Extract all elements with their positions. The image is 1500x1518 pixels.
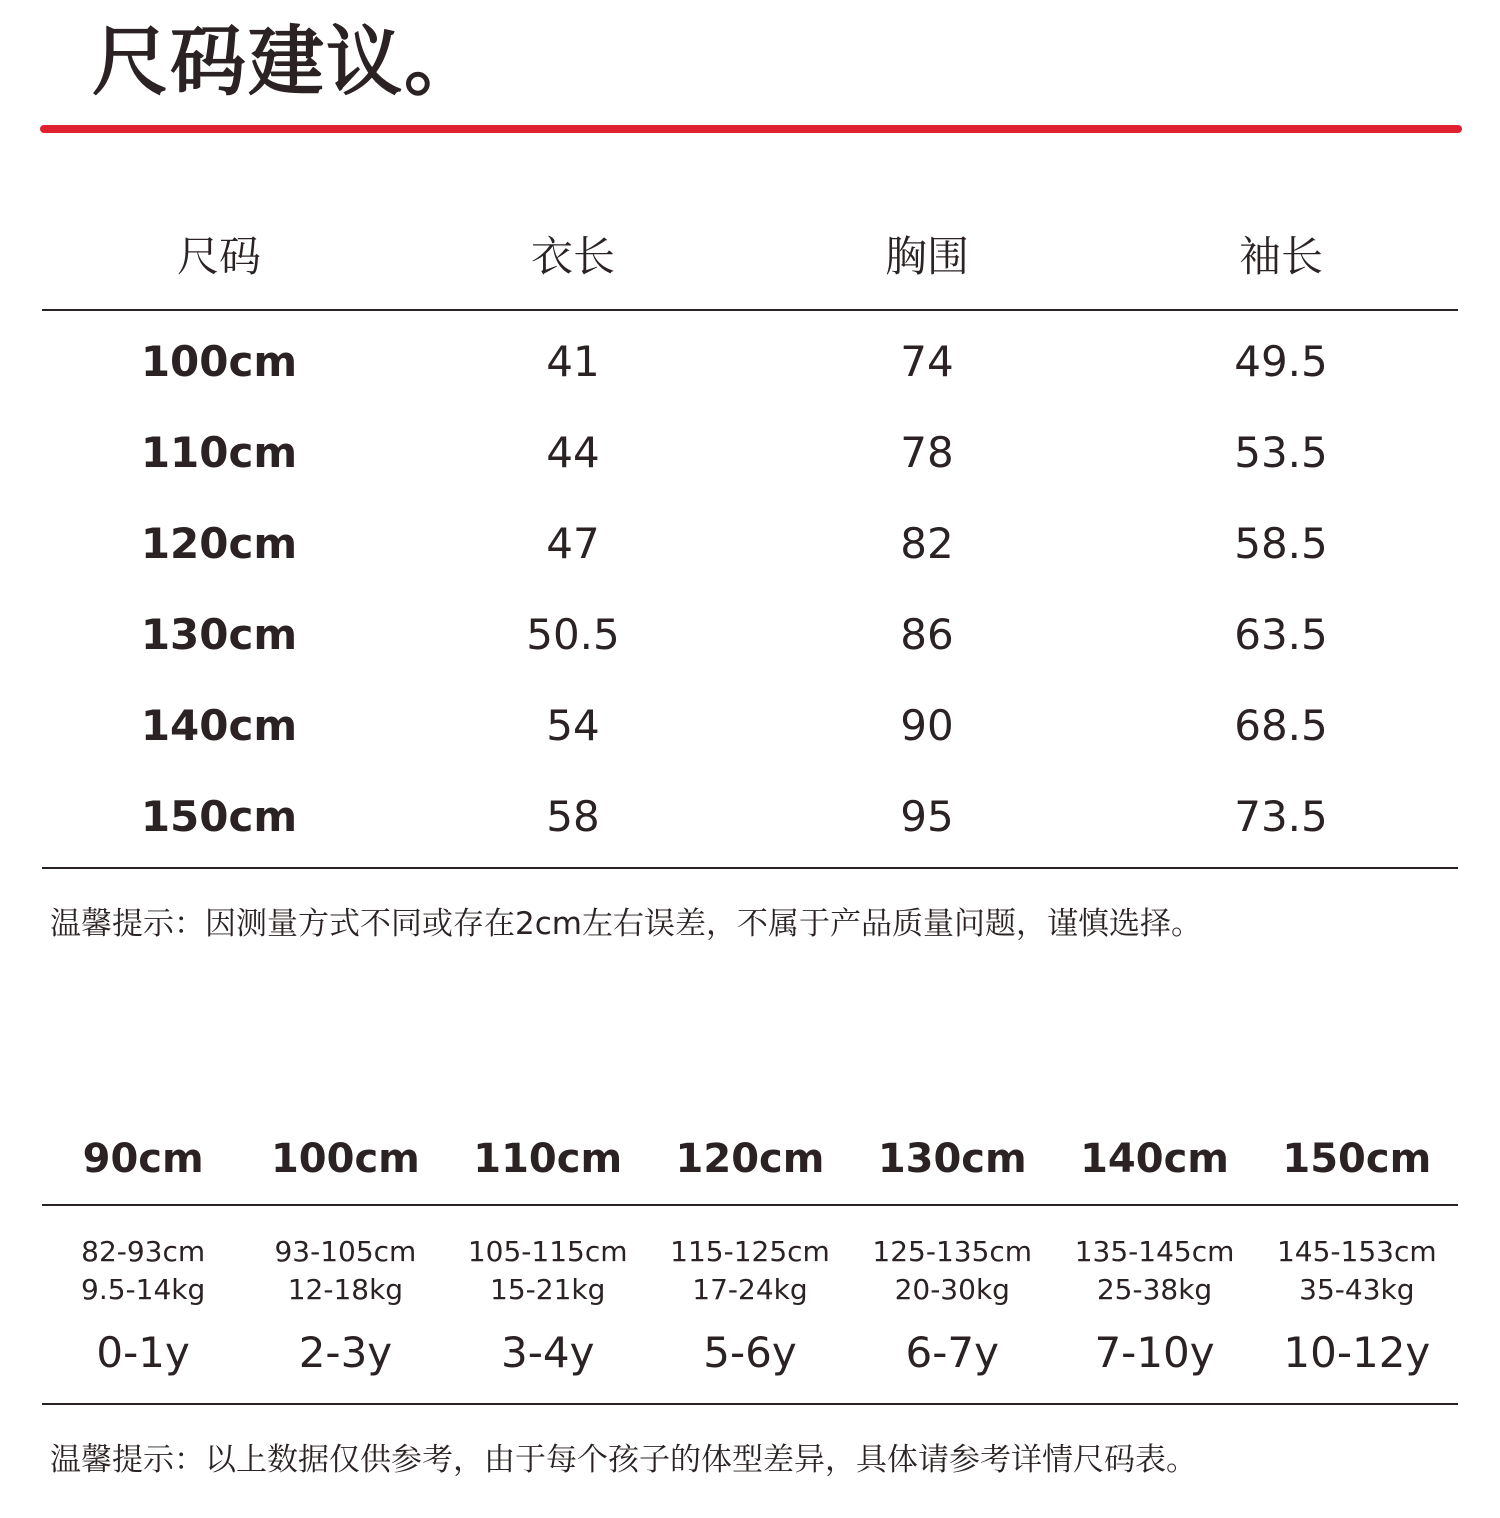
age-range: 0-1y — [96, 1328, 190, 1377]
height-range: 93-105cm — [274, 1235, 417, 1268]
fit-table-note: 温馨提示：以上数据仅供参考，由于每个孩子的体型差异，具体请参考详情尺码表。 — [50, 1442, 1197, 1478]
age-range: 2-3y — [298, 1328, 393, 1377]
fit-size-label: 150cm — [1282, 1136, 1432, 1182]
page-title: 尺码建议。 — [92, 17, 482, 106]
age-range: 3-4y — [500, 1328, 595, 1377]
length-cell: 47 — [546, 519, 600, 568]
chest-cell: 78 — [900, 428, 954, 477]
length-cell: 54 — [546, 701, 600, 750]
length-cell: 41 — [546, 337, 600, 386]
weight-range: 25-38kg — [1096, 1273, 1213, 1306]
size-cell: 150cm — [140, 792, 298, 841]
weight-range: 35-43kg — [1299, 1273, 1415, 1306]
size-table-bottom-divider — [42, 867, 1458, 869]
table-row — [42, 610, 1458, 660]
height-range: 115-125cm — [670, 1235, 830, 1268]
header-size: 尺码 — [176, 232, 261, 281]
chest-cell: 90 — [900, 701, 954, 750]
size-table-note: 温馨提示：因测量方式不同或存在2cm左右误差，不属于产品质量问题，谨慎选择。 — [50, 906, 1202, 942]
fit-size-label: 130cm — [877, 1136, 1027, 1182]
size-cell: 140cm — [140, 701, 298, 750]
sleeve-cell: 49.5 — [1234, 337, 1328, 386]
title-divider — [40, 125, 1462, 133]
sleeve-cell: 63.5 — [1234, 610, 1328, 659]
height-range: 105-115cm — [467, 1235, 628, 1268]
size-table-header-divider — [42, 309, 1458, 311]
length-cell: 58 — [546, 792, 600, 841]
weight-range: 9.5-14kg — [81, 1273, 206, 1306]
age-range: 10-12y — [1283, 1328, 1431, 1377]
weight-range: 20-30kg — [894, 1273, 1010, 1306]
chest-cell: 74 — [900, 337, 954, 386]
length-cell: 44 — [546, 428, 600, 477]
fit-table-header-divider — [42, 1204, 1458, 1206]
height-range: 82-93cm — [81, 1235, 206, 1268]
fit-size-label: 90cm — [82, 1136, 204, 1182]
table-row — [42, 519, 1458, 569]
size-cell: 100cm — [140, 337, 298, 386]
length-cell: 50.5 — [526, 610, 620, 659]
table-row — [42, 337, 1458, 387]
sleeve-cell: 58.5 — [1234, 519, 1328, 568]
fit-size-label: 100cm — [270, 1136, 420, 1182]
size-cell: 110cm — [140, 428, 298, 477]
height-range: 125-135cm — [872, 1235, 1033, 1268]
chest-cell: 82 — [900, 519, 954, 568]
chest-cell: 95 — [900, 792, 954, 841]
header-sleeve: 袖长 — [1238, 232, 1323, 281]
size-table-header — [42, 232, 1458, 282]
table-row — [42, 428, 1458, 478]
weight-range: 15-21kg — [490, 1273, 606, 1306]
size-cell: 130cm — [140, 610, 298, 659]
height-range: 135-145cm — [1074, 1235, 1235, 1268]
header-chest: 胸围 — [884, 232, 969, 281]
header-length: 衣长 — [530, 232, 615, 281]
fit-table-bottom-divider — [42, 1403, 1458, 1405]
chest-cell: 86 — [900, 610, 954, 659]
fit-table-age-row — [42, 1328, 1458, 1378]
sleeve-cell: 73.5 — [1234, 792, 1328, 841]
fit-table-weight-row — [42, 1271, 1458, 1309]
weight-range: 12-18kg — [287, 1273, 404, 1306]
age-range: 7-10y — [1094, 1328, 1215, 1377]
fit-table-size-row — [42, 1135, 1458, 1183]
table-row — [42, 792, 1458, 842]
height-range: 145-153cm — [1276, 1235, 1437, 1268]
table-row — [42, 701, 1458, 751]
size-cell: 120cm — [140, 519, 298, 568]
age-range: 5-6y — [703, 1328, 797, 1377]
age-range: 6-7y — [905, 1328, 999, 1377]
fit-size-label: 140cm — [1080, 1136, 1229, 1182]
fit-table-height-row — [42, 1233, 1458, 1271]
sleeve-cell: 68.5 — [1234, 701, 1328, 750]
weight-range: 17-24kg — [692, 1273, 808, 1306]
fit-size-label: 110cm — [473, 1136, 623, 1182]
sleeve-cell: 53.5 — [1234, 428, 1328, 477]
fit-size-label: 120cm — [675, 1136, 825, 1182]
